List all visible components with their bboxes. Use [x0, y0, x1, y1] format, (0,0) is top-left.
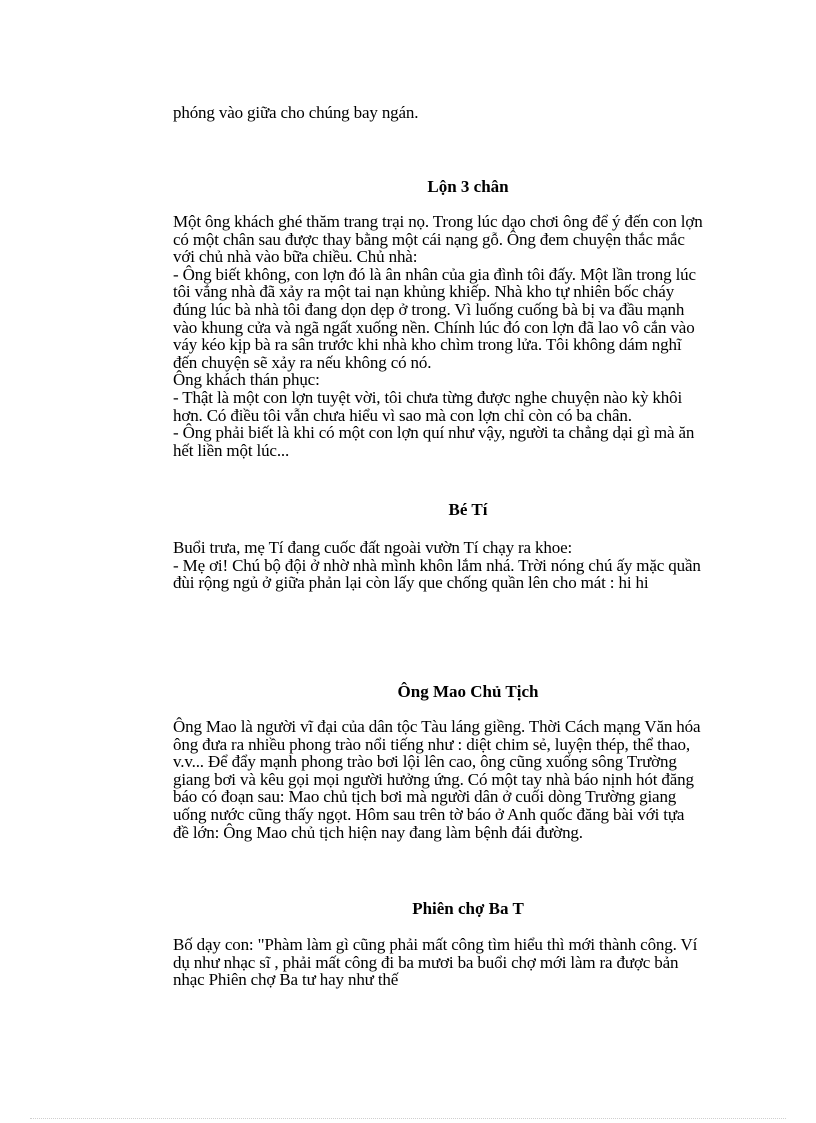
section-body-phien-cho-ba-t [173, 936, 773, 989]
text-line: với chủ nhà vào bữa chiều. Chủ nhà: [173, 247, 418, 267]
section-title-ong-mao-chu-tich: Ông Mao Chủ Tịch [397, 682, 539, 701]
text-line: - Mẹ ơi! Chú bộ đội ở nhờ nhà mình khôn lắm nhá. Trời nóng chú ấy mặc quần [173, 555, 701, 575]
text-line: Một ông khách ghé thăm trang trại nọ. Trong lúc dạo chơi ông để ý đến con lợn [173, 212, 703, 231]
text-line: Ông Mao là người vĩ đại của dân tộc Tàu láng giềng. Thời Cách mạng Văn hóa [173, 717, 701, 736]
section-title-be-ti: Bé Tí [448, 500, 488, 519]
text-line: v.v... Để đẩy mạnh phong trào bơi lội lên cao, ông cũng xuống sông Trường [173, 752, 677, 772]
text-line: - Ông phải biết là khi có một con lợn quí như vậy, người ta chẳng dại gì mà ăn [173, 423, 695, 443]
text-line: đề lớn: Ông Mao chủ tịch hiện nay đang làm bệnh đái đường. [173, 822, 583, 842]
text-line: đúng lúc bà nhà tôi đang dọn dẹp ở trong. Vì luống cuống bà bị va đầu mạnh [173, 299, 685, 319]
section-title-phien-cho-ba-t: Phiên chợ Ba T [412, 899, 524, 918]
text-line: váy kéo kịp bà ra sân trước khi nhà kho chìm trong lửa. Tôi không dám nghĩ [173, 335, 682, 355]
text-line: đùi rộng ngủ ở giữa phản lại còn lấy que chống quần lên cho mát : hi hi [173, 573, 649, 593]
text-line: có một chân sau được thay bằng một cái nạng gỗ. Ông đem chuyện thắc mắc [173, 229, 685, 249]
text-line: phóng vào giữa cho chúng bay ngán. [173, 103, 419, 122]
text-line: - Thật là một con lợn tuyệt vời, tôi chưa từng được nghe chuyện nào kỳ khôi [173, 387, 683, 407]
text-line: dụ như nhạc sĩ , phải mất công đi ba mươi ba buổi chợ mới làm ra được bản [173, 952, 679, 972]
text-line: hết liền một lúc... [173, 440, 290, 460]
intro-paragraph [173, 104, 773, 122]
text-line: vào khung cửa và ngã ngất xuống nền. Chính lúc đó con lợn đã lao vô cắn vào [173, 317, 695, 337]
text-line: tôi vắng nhà đã xảy ra một tai nạn khủng khiếp. Nhà kho tự nhiên bốc cháy [173, 282, 675, 302]
text-line: - Ông biết không, con lợn đó là ân nhân của gia đình tôi đấy. Một lần trong lúc [173, 264, 696, 284]
page-bottom-divider [30, 1118, 786, 1119]
text-line: báo có đoạn sau: Mao chủ tịch bơi mà người dân ở cuối dòng Trường giang [173, 787, 677, 807]
text-line: Bố dạy con: "Phàm làm gì cũng phải mất công tìm hiểu thì mới thành công. Ví [173, 935, 698, 954]
text-line: hơn. Có điều tôi vẫn chưa hiểu vì sao mà con lợn chỉ còn có ba chân. [173, 405, 632, 425]
section-body-be-ti [173, 539, 773, 592]
section-body-ong-mao-chu-tich [173, 718, 773, 841]
section-body-lon-3-chan [173, 213, 773, 459]
text-line: Buổi trưa, mẹ Tí đang cuốc đất ngoài vườn Tí chạy ra khoe: [173, 538, 573, 557]
text-line: nhạc Phiên chợ Ba tư hay như thế [173, 970, 399, 990]
text-line: đến chuyện sẽ xảy ra nếu không có nó. [173, 352, 432, 372]
text-line: giang bơi và kêu gọi mọi người hưởng ứng. Có một tay nhà báo nịnh hót đăng [173, 769, 694, 789]
text-line: uống nước cũng thấy ngọt. Hôm sau trên tờ báo ở Anh quốc đăng bài với tựa [173, 804, 685, 824]
section-title-lon-3-chan: Lộn 3 chân [427, 177, 509, 196]
text-line: Ông khách thán phục: [173, 370, 320, 390]
text-line: ông đưa ra nhiều phong trào nổi tiếng như : diệt chim sẻ, luyện thép, thể thao, [173, 734, 690, 754]
